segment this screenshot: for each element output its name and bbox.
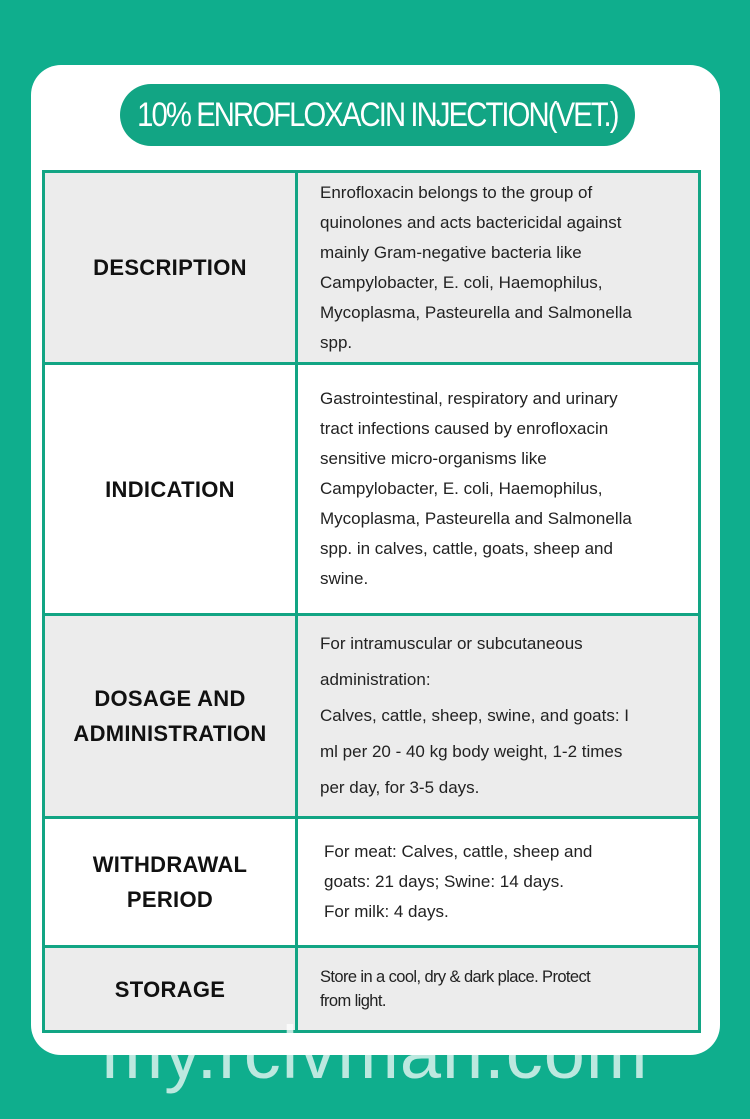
row-value-cell [297, 364, 700, 615]
row-value: Enrofloxacin belongs to the group of quinolones and acts bactericidal against mainly Gram-negative bacteria like Campylobacter, E. coli, Haemophilus, Mycoplasma, Pasteurella and Salmonella spp. [320, 182, 632, 352]
row-value: Store in a cool, dry & dark place. Protect from light. [320, 968, 591, 1010]
specification-table [42, 170, 701, 1033]
row-value-cell [297, 615, 700, 818]
row-value: Gastrointestinal, respiratory and urinary tract infections caused by enrofloxacin sensitive micro-organisms like Campylobacter, E. coli, Haemophilus, Mycoplasma, Pasteurella and Salmonella spp. in calves, cattle, goats, sheep and swine. [320, 389, 632, 588]
table-row-withdrawal [44, 818, 700, 947]
row-label-cell [44, 818, 297, 947]
row-value-cell [297, 818, 700, 947]
row-label-cell [44, 364, 297, 615]
table-row-indication [44, 364, 700, 615]
row-label: DESCRIPTION [93, 255, 247, 280]
row-value: For meat: Calves, cattle, sheep and goats: 21 days; Swine: 14 days. For milk: 4 days. [324, 842, 593, 921]
row-label: DOSAGE AND ADMINISTRATION [73, 686, 267, 746]
row-label: WITHDRAWAL PERIOD [92, 852, 248, 912]
watermark: my.rclvman.com [101, 1011, 649, 1094]
row-label: INDICATION [105, 476, 235, 502]
row-label: STORAGE [114, 976, 226, 1002]
row-label-cell [44, 615, 297, 818]
table-row-dosage [44, 615, 700, 818]
title-banner [120, 84, 635, 146]
table-row-description [44, 172, 700, 364]
page-title: 10% ENROFLOXACIN INJECTION(VET.) [137, 95, 618, 134]
row-value: For intramuscular or subcutaneous administration: Calves, cattle, sheep, swine, and goats: I ml per 20 - 40 kg body weight, 1-2 times per day, for 3-5 days. [320, 634, 630, 797]
row-value-cell [297, 172, 700, 364]
row-label-cell [44, 172, 297, 364]
